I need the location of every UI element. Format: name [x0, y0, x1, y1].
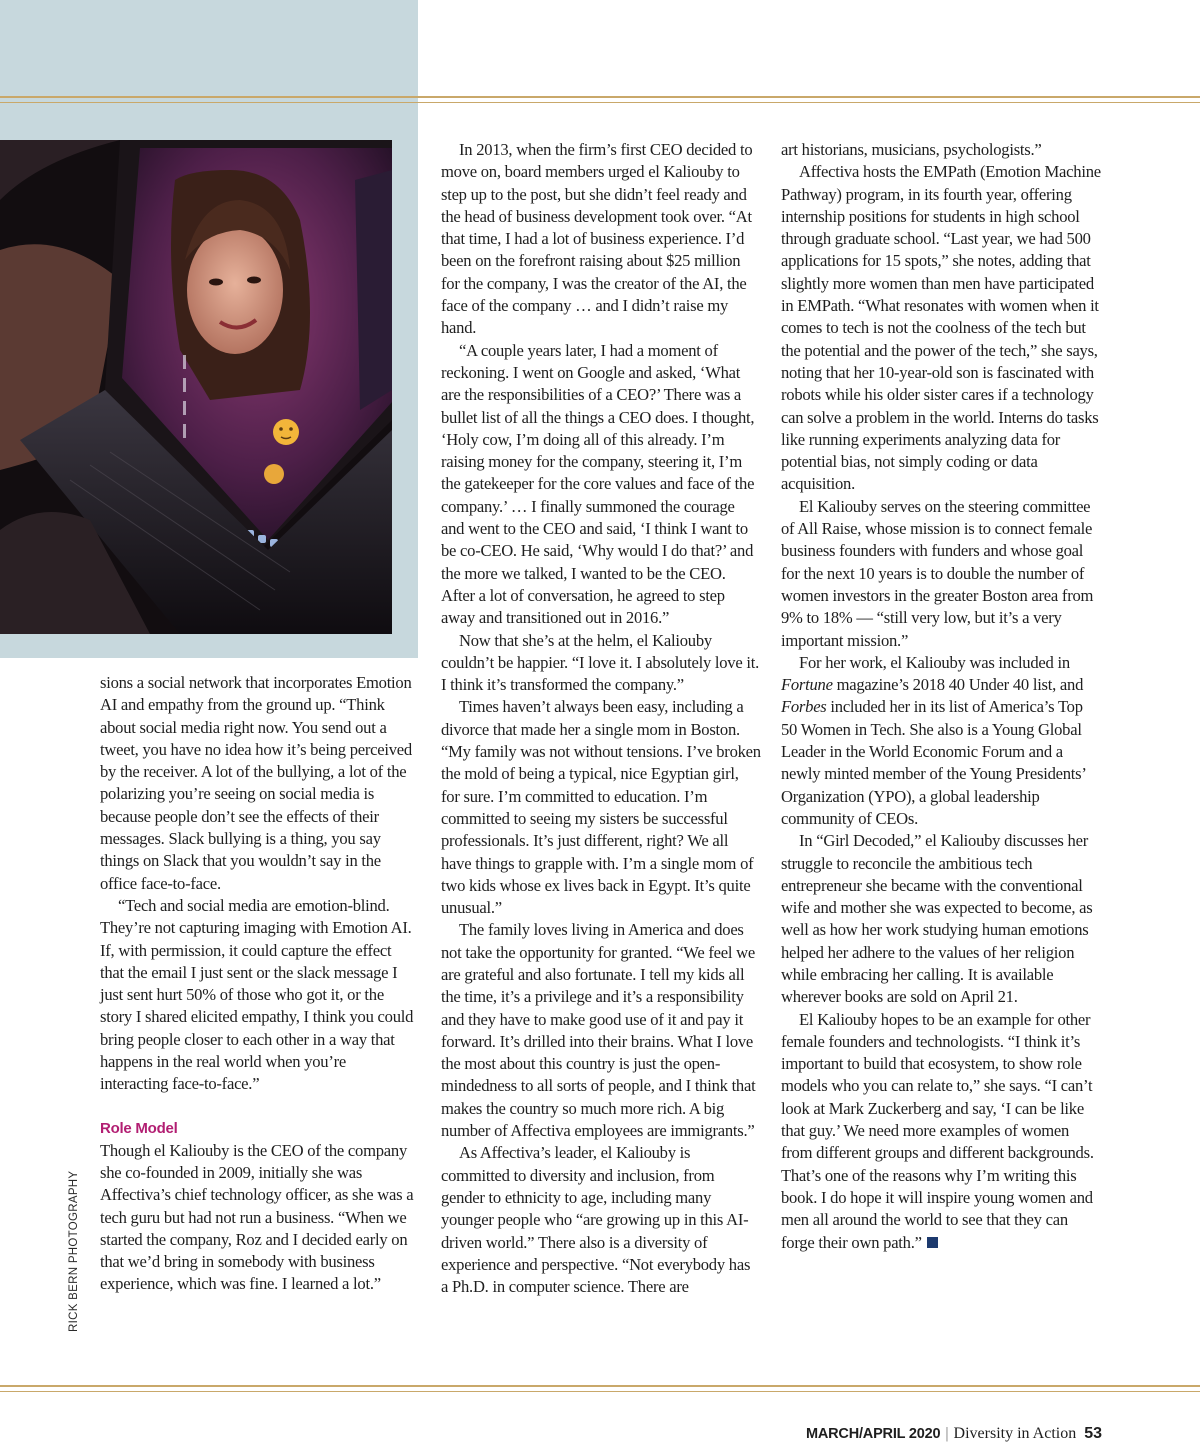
publication-name: Forbes: [781, 697, 827, 717]
paragraph: art historians, musicians, psychologists.”: [781, 140, 1042, 159]
text-column-1: [100, 672, 418, 1296]
paragraph: The family loves living in America and does not take the opportunity for granted. “We feel we are grateful and also fortunate. I tell my kids all the time, it’s a privilege and it’s a responsibility and they have to make good use of it and pay it forward. It’s drilled into their brains. What I love the most about this country is just the open-mindedness to all sorts of people, and I think that makes the country so much more rich. A big number of Affectiva employees are immigrants.”: [441, 920, 756, 1141]
paragraph: In “Girl Decoded,” el Kaliouby discusses her struggle to reconcile the ambitious tech entrepreneur she became with the conventional wife and mother she was expected to become, as well as how her work studying human emotions helped her adhere to the values of her religion while embracing her calling. It is available wherever books are sold on April 21.: [781, 831, 1093, 1007]
page-number: 53: [1084, 1425, 1102, 1442]
text-span: For her work, el Kaliouby was included in: [799, 652, 1070, 672]
text-span: El Kaliouby hopes to be an example for other female founders and technologists. “I think it’s important to build that ecosystem, to show role models who you can relate to,” she says. “I can’t look at Mark Zuckerberg and say, ‘I can be like that guy.’ We need more examples of women from different groups and different backgrounds. That’s one of the reasons why I’m writing this book. I do hope it will inspire young women and men all around the world to see that they can forge their own path.”: [781, 1009, 1094, 1252]
paragraph: sions a social network that incorporates Emotion AI and empathy from the ground up. “Think about social media right now. You send out a tweet, you have no idea how it’s being perceived by the receiver. A lot of the bullying, a lot of the polarizing you’re seeing on social media is because people don’t see the effects of their messages. Slack bullying is a thing, you say things on Slack that you wouldn’t say in the office face-to-face.: [100, 673, 412, 893]
paragraph: “Tech and social media are emotion-blind. They’re not capturing imaging with Emotion AI. If, with permission, it could capture the effect that the email I just sent or the slack message I just sent hurt 50% of those who got it, or the story I shared elicited empathy, I think you could bring people closer to each other in a way that happens in the real world when you’re interacting face-to-face.”: [100, 895, 414, 1094]
paragraph: As Affectiva’s leader, el Kaliouby is committed to diversity and inclusion, from gender to ethnicity to age, including many younger people who “are growing up in this AI-driven world.” There also is a diversity of experience and perspective. “Not everybody has a Ph.D. in computer science. There are: [441, 1143, 751, 1297]
text-column-3: [781, 139, 1101, 1254]
paragraph: El Kaliouby serves on the steering committee of All Raise, whose mission is to connect female business founders with funders and whose goal for the next 10 years is to double the number of women investors in the greater Boston area from 9% to 18% — “still very low, but it’s a very important mission.”: [781, 496, 1094, 650]
end-mark-icon: [927, 1237, 938, 1248]
page-footer: [806, 1425, 1102, 1443]
footer-separator: |: [945, 1425, 949, 1442]
text-column-2: [441, 139, 761, 1298]
paragraph: Times haven’t always been easy, including a divorce that made her a single mom in Boston. “My family was not without tensions. I’ve broken the mold of being a typical, nice Egyptian girl, for sure. I’m committed to education. I’m committed to seeing my sisters be successful professionals. It’s just different, right? We all have things to grapple with. I’m a single mom of two kids whose ex lives back in Egypt. It’s quite unusual.”: [441, 697, 761, 918]
top-rule: [0, 96, 1200, 100]
paragraph: Though el Kaliouby is the CEO of the company she co-founded in 2009, initially she was Affectiva’s chief technology officer, as she was a tech guru but had not run a business. “When we started the company, Roz and I decided early on that we’d bring in somebody with business experience, which was fine. I learned a lot.”: [100, 1140, 414, 1294]
paragraph: Affectiva hosts the EMPath (Emotion Machine Pathway) program, in its fourth year, offering internship positions for students in high school through graduate school. “Last year, we had 500 applications for 15 spots,” she notes, adding that slightly more women than men have participated in EMPath. “What resonates with women when it comes to tech is not the coolness of the tech but the potential and the power of the tech,” she says, noting that her 10-year-old son is fascinated with robots while his older sister cares if a technology can solve a problem in the world. Interns do tasks like running experiments analyzing data for potential bias, not simply coding or data acquisition.: [781, 162, 1101, 494]
text-span: included her in its list of America’s Top 50 Women in Tech. She also is a Young Global Leader in the World Economic Forum and a newly minted member of the Young Presidents’ Organization (YPO), a global leadership community of CEOs.: [781, 697, 1086, 828]
paragraph: [781, 1009, 1101, 1254]
magazine-name: Diversity in Action: [953, 1425, 1077, 1442]
article-photo: [0, 140, 392, 634]
bottom-rule: [0, 1385, 1200, 1389]
photo-credit: RICK BERN PHOTOGRAPHY: [68, 1170, 80, 1332]
section-subhead: Role Model: [100, 1119, 178, 1137]
paragraph: Now that she’s at the helm, el Kaliouby couldn’t be happier. “I love it. I absolutely love it. I think it’s transformed the company.”: [441, 630, 759, 695]
paragraph: “A couple years later, I had a moment of reckoning. I went on Google and asked, ‘What are the responsibilities of a CEO?’ There was a bullet list of all the things a CEO does. I thought, ‘Holy cow, I’m doing all of this already. I’m raising money for the company, steering it, I’m the gatekeeper for the core values and face of the company.’ … I finally summoned the courage and went to the CEO and said, ‘I think I want to be co-CEO. He said, ‘Why would I do that?’ and the more we talked, I wanted to be the CEO. After a lot of conversation, he agreed to step away and transitioned out in 2016.”: [441, 340, 755, 628]
publication-name: Fortune: [781, 675, 833, 695]
issue-date: MARCH/APRIL 2020: [806, 1426, 941, 1442]
laptop-photo-illustration: [0, 140, 392, 634]
text-span: magazine’s 2018 40 Under 40 list, and: [832, 675, 1084, 695]
paragraph: In 2013, when the firm’s first CEO decided to move on, board members urged el Kaliouby to step up to the post, but she didn’t feel ready and the head of business development took over. “At that time, I had a lot of business experience. I’d been on the forefront raising about $25 million for the company, I was the creator of the AI, the face of the company … and I didn’t raise my hand.: [441, 140, 753, 338]
paragraph: [781, 652, 1101, 830]
